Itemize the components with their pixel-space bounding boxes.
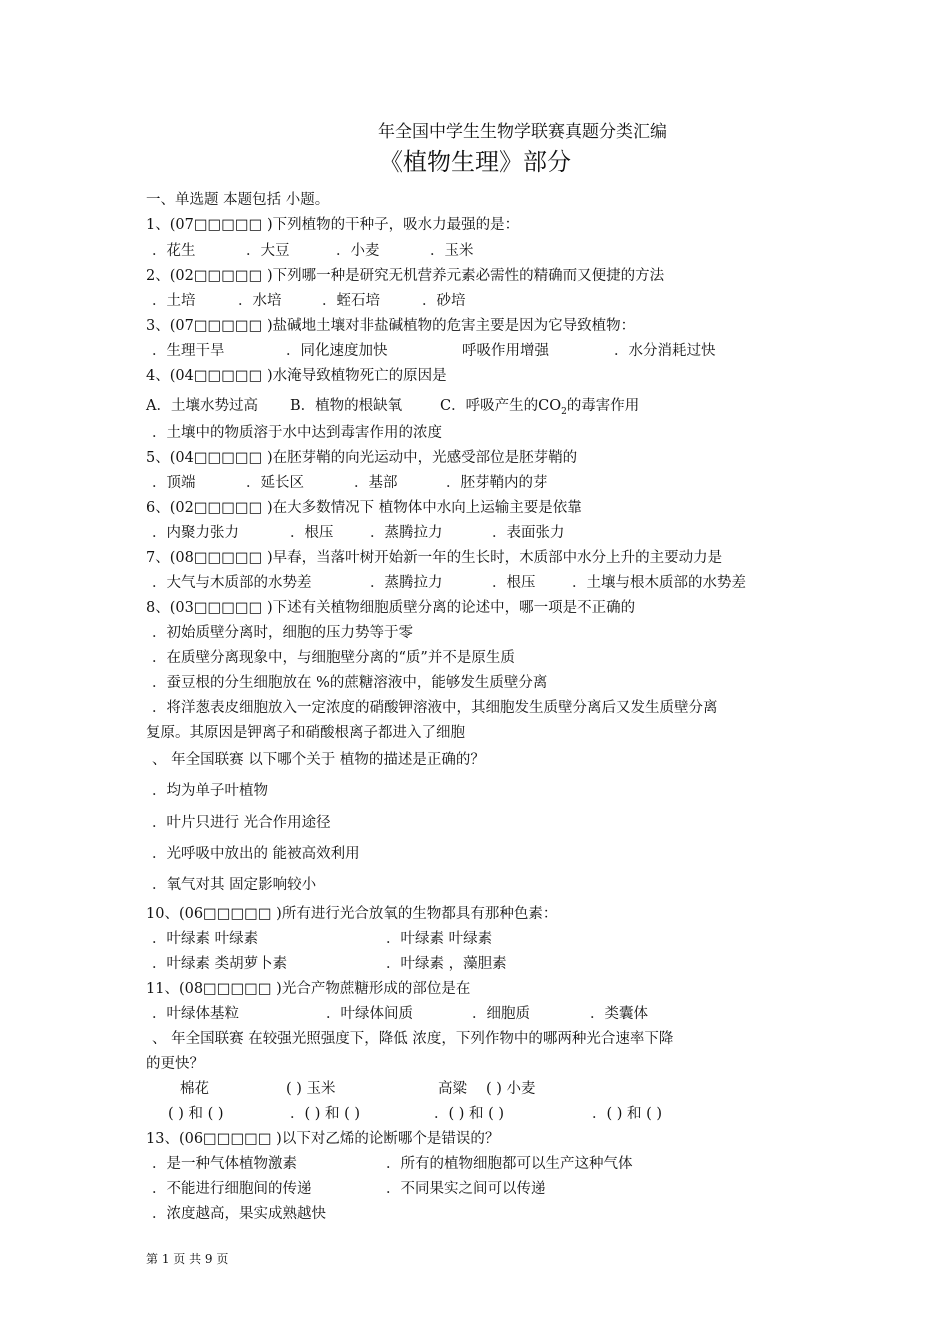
question-12-stem-continued: 的更快？ (146, 1056, 204, 1072)
question-3-option: 呼吸作用增强 (462, 343, 549, 359)
question-8-option: ．蚕豆根的分生细胞放在 %的蔗糖溶液中，能够发生质壁分离 (152, 675, 548, 691)
question-8-option-continued: 复原。其原因是钾离子和硝酸根离子都进入了细胞 (146, 725, 465, 741)
question-8-option: ．在质壁分离现象中，与细胞壁分离的“质”并不是原生质 (152, 650, 515, 666)
question-1-option: ．花生 (152, 243, 196, 259)
question-7-option: ．土壤与根木质部的水势差 (572, 575, 746, 591)
question-1-option: ．玉米 (430, 243, 474, 259)
question-2-option: ．砂培 (422, 293, 466, 309)
question-13-option: ．不同果实之间可以传递 (386, 1181, 546, 1197)
question-9-option: ．叶片只进行 光合作用途径 (152, 815, 331, 831)
question-10-option: ．叶绿素 叶绿素 (152, 931, 259, 947)
question-1-option: ．小麦 (336, 243, 380, 259)
question-9-option: ．均为单子叶植物 (152, 783, 268, 799)
question-8-option: ．初始质壁分离时，细胞的压力势等于零 (152, 625, 413, 641)
question-2-option: ．蛭石培 (322, 293, 380, 309)
question-5-option: ．基部 (354, 475, 398, 491)
question-2-stem: 2、(02□□□□□ )下列哪一种是研究无机营养元素必需性的精确而又便捷的方法 (146, 268, 665, 284)
question-12-option: ．( ) 和 ( ) (434, 1106, 505, 1122)
question-11-option: ．叶绿体间质 (326, 1006, 413, 1022)
question-12-option: ．( ) 和 ( ) (290, 1106, 361, 1122)
question-13-stem: 13、(06□□□□□ )以下对乙烯的论断哪个是错误的？ (146, 1131, 500, 1147)
question-6-option: ．内聚力张力 (152, 525, 239, 541)
question-11-option: ．类囊体 (590, 1006, 648, 1022)
question-10-option: ．叶绿素 ，藻胆素 (386, 956, 507, 972)
question-5-stem: 5、(04□□□□□ )在胚芽鞘的向光运动中，光感受部位是胚芽鞘的 (146, 450, 578, 466)
question-12-item: 棉花 (180, 1081, 209, 1097)
question-3-stem: 3、(07□□□□□ )盐碱地土壤对非盐碱植物的危害主要是因为它导致植物： (146, 318, 636, 334)
question-12-option: ( ) 和 ( ) (168, 1106, 224, 1122)
question-4-option-d: ．土壤中的物质溶于水中达到毒害作用的浓度 (152, 425, 442, 441)
question-11-option: ．细胞质 (472, 1006, 530, 1022)
question-3-option: ．生理干旱 (152, 343, 225, 359)
question-8-stem: 8、(03□□□□□ )下述有关植物细胞质壁分离的论述中，哪一项是不正确的 (146, 600, 636, 616)
question-8-option: ．将洋葱表皮细胞放入一定浓度的硝酸钾溶液中，其细胞发生质壁分离后又发生质壁分离 (152, 700, 718, 716)
document-title: 年全国中学生生物学联赛真题分类汇编 (378, 122, 667, 142)
question-10-option: ．叶绿素 类胡萝卜素 (152, 956, 288, 972)
question-11-stem: 11、(08□□□□□ )光合产物蔗糖形成的部位是在 (146, 981, 471, 997)
question-9-option: ．氧气对其 固定影响较小 (152, 877, 317, 893)
question-7-stem: 7、(08□□□□□ )早春，当落叶树开始新一年的生长时，木质部中水分上升的主要动力是 (146, 550, 723, 566)
document-subtitle: 《植物生理》部分 (379, 148, 571, 176)
page-footer: 第 1 页 共 9 页 (146, 1252, 229, 1266)
question-6-option: ．表面张力 (492, 525, 565, 541)
question-6-stem: 6、(02□□□□□ )在大多数情况下 植物体中水向上运输主要是依靠 (146, 500, 582, 516)
question-11-option: ．叶绿体基粒 (152, 1006, 239, 1022)
question-4-option-a: A．土壤水势过高 (146, 398, 258, 414)
section-heading: 一、单选题 本题包括 小题。 (146, 192, 330, 208)
question-2-option: ．土培 (152, 293, 196, 309)
question-10-option: ．叶绿素 叶绿素 (386, 931, 493, 947)
question-4-stem: 4、(04□□□□□ )水淹导致植物死亡的原因是 (146, 368, 447, 384)
question-12-option: ．( ) 和 ( ) (592, 1106, 663, 1122)
question-5-option: ．延长区 (246, 475, 304, 491)
question-5-option: ．顶端 (152, 475, 196, 491)
question-4-option-c: C．呼吸产生的$CO_2$的毒害作用 (440, 398, 640, 417)
question-10-stem: 10、(06□□□□□ )所有进行光合放氧的生物都具有那种色素： (146, 906, 558, 922)
question-1-stem: 1、(07□□□□□ )下列植物的干种子，吸水力最强的是： (146, 217, 520, 233)
question-12-stem: 、 年全国联赛 在较强光照强度下，降低 浓度，下列作物中的哪两种光合速率下降 (152, 1031, 674, 1047)
question-2-option: ．水培 (238, 293, 282, 309)
question-3-option: ．同化速度加快 (286, 343, 388, 359)
question-1-option: ．大豆 (246, 243, 290, 259)
question-4-option-b: B．植物的根缺氧 (290, 398, 403, 414)
question-13-option: ．浓度越高，果实成熟越快 (152, 1206, 326, 1222)
question-9-stem: 、 年全国联赛 以下哪个关于 植物的描述是正确的？ (152, 752, 485, 768)
question-3-option: ．水分消耗过快 (614, 343, 716, 359)
question-12-item: ( ) 小麦 (486, 1081, 536, 1097)
question-7-option: ．根压 (492, 575, 536, 591)
question-13-option: ．不能进行细胞间的传递 (152, 1181, 312, 1197)
question-12-item: 高粱 (438, 1081, 467, 1097)
question-13-option: ．是一种气体植物激素 (152, 1156, 297, 1172)
question-7-option: ．大气与木质部的水势差 (152, 575, 312, 591)
question-12-item: ( ) 玉米 (286, 1081, 336, 1097)
question-6-option: ．蒸腾拉力 (370, 525, 443, 541)
question-5-option: ．胚芽鞘内的芽 (446, 475, 548, 491)
question-7-option: ．蒸腾拉力 (370, 575, 443, 591)
question-9-option: ．光呼吸中放出的 能被高效利用 (152, 846, 360, 862)
question-13-option: ．所有的植物细胞都可以生产这种气体 (386, 1156, 633, 1172)
question-6-option: ．根压 (290, 525, 334, 541)
